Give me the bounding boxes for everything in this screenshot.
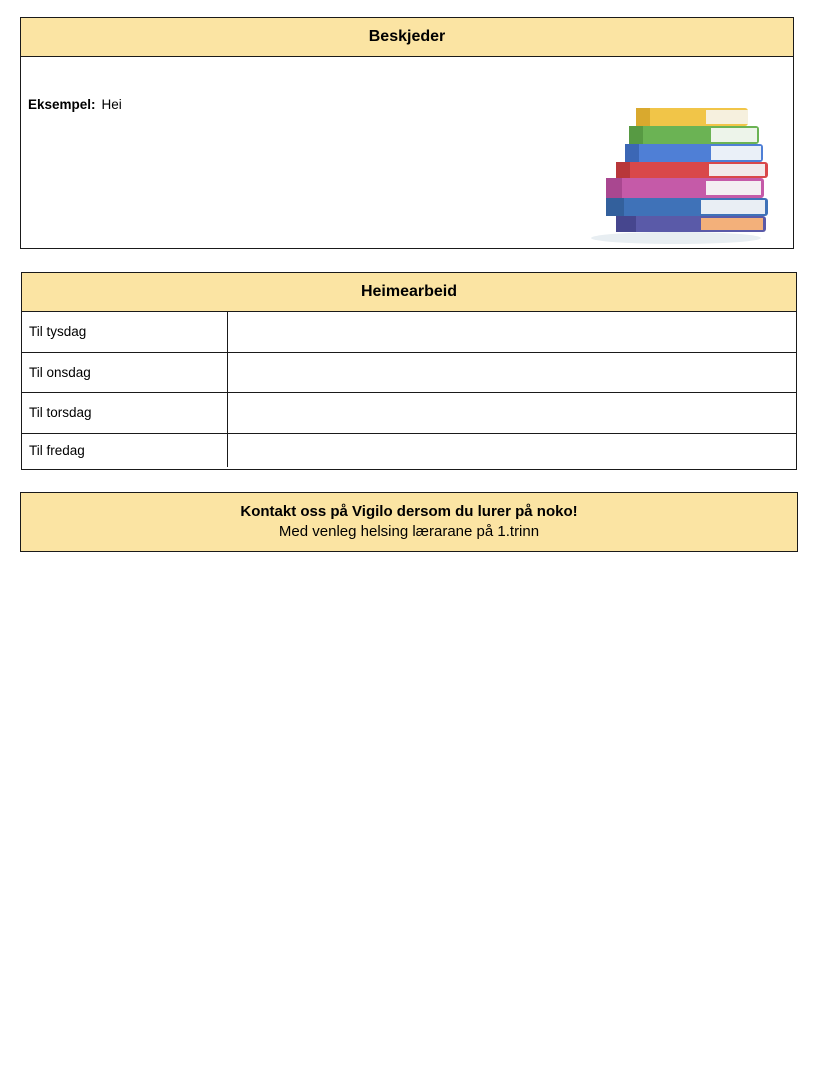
contact-footer bbox=[20, 492, 798, 552]
task-cell bbox=[228, 433, 797, 467]
example-line bbox=[28, 97, 122, 112]
beskjeder-section bbox=[20, 17, 794, 249]
beskjeder-title: Beskjeder bbox=[21, 18, 793, 57]
table-row bbox=[22, 312, 796, 352]
greeting-line: Med venleg helsing lærarane på 1.trinn bbox=[278, 523, 540, 540]
heimearbeid-title: Heimearbeid bbox=[22, 273, 796, 312]
table-row bbox=[22, 352, 796, 393]
day-cell: Til torsdag bbox=[22, 393, 228, 434]
example-label: Eksempel: bbox=[28, 97, 96, 112]
table-row bbox=[22, 433, 796, 467]
homework-table bbox=[22, 312, 796, 467]
day-cell: Til onsdag bbox=[22, 352, 228, 393]
example-text: Hei bbox=[101, 97, 122, 112]
task-cell bbox=[228, 352, 797, 393]
stack-of-books-icon bbox=[581, 88, 781, 248]
day-cell: Til tysdag bbox=[22, 312, 228, 352]
day-cell: Til fredag bbox=[22, 433, 228, 467]
task-cell bbox=[228, 312, 797, 352]
heimearbeid-section bbox=[21, 272, 797, 470]
task-cell bbox=[228, 393, 797, 434]
contact-line: Kontakt oss på Vigilo dersom du lurer på noko! bbox=[240, 503, 578, 520]
table-row bbox=[22, 393, 796, 434]
